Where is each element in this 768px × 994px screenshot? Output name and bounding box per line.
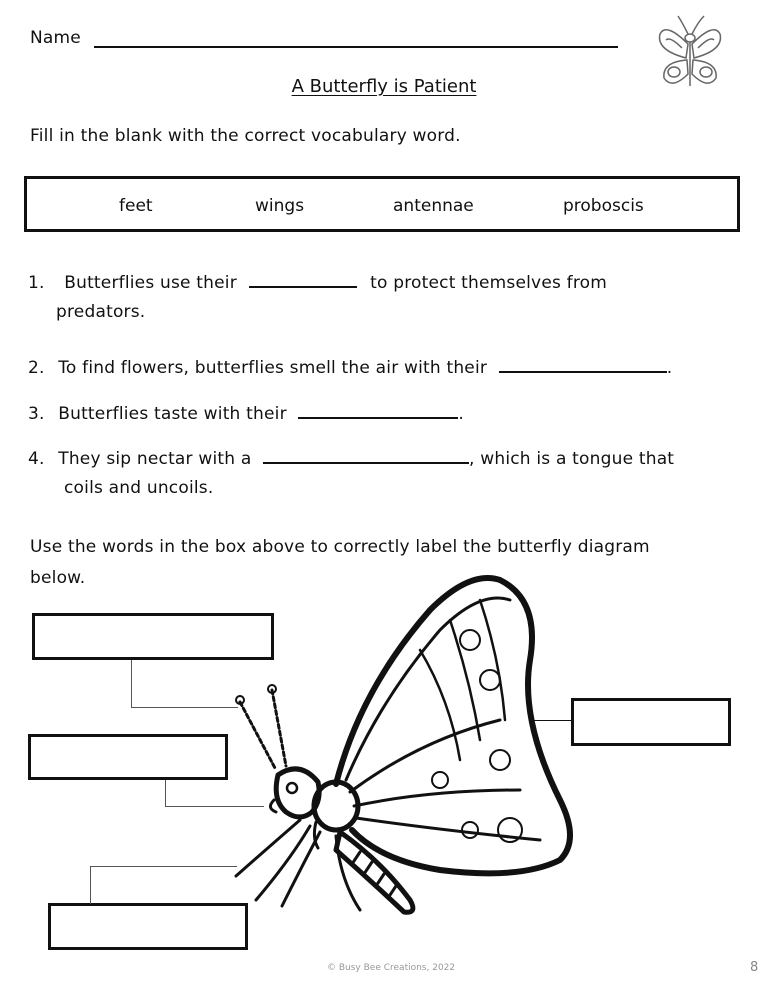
answer-blank[interactable] [499,357,667,373]
diagram-instructions: Use the words in the box above to correctly label the butterfly diagram [30,537,650,557]
name-label: Name [30,28,81,48]
word-bank-item: antennae [393,196,474,216]
question-punct: . [666,358,673,378]
question-4-continued: coils and uncoils. [64,478,214,498]
question-punct: . [458,404,464,424]
question-text: Butterflies taste with their [58,404,287,424]
page-number: 8 [750,960,759,975]
fill-in-instructions: Fill in the blank with the correct vocabulary word. [30,126,461,146]
question-text: Butterflies use their [64,273,237,293]
connector-line [532,720,571,721]
question-text: They sip nectar with a [58,449,252,469]
question-1-continued: predators. [56,302,146,322]
copyright-footer: © Busy Bee Creations, 2022 [327,963,456,973]
connector-line [131,660,238,708]
question-text: , which is a tongue that [469,449,675,469]
word-bank-item: feet [119,196,153,216]
question-number: 3. [28,404,45,424]
question-2 [28,357,672,378]
question-number: 4. [28,449,45,469]
connector-line [90,866,237,904]
diagram-instructions-cont: below. [30,568,86,588]
question-3 [28,403,464,424]
word-bank-item: proboscis [563,196,644,216]
label-box-wings[interactable] [571,698,731,746]
label-box-antennae[interactable] [32,613,274,660]
answer-blank[interactable] [263,448,469,464]
question-text: to protect themselves from [370,273,607,293]
question-number: 1. [28,273,45,293]
answer-blank[interactable] [249,272,357,288]
name-input-line[interactable] [94,46,618,48]
connector-line [165,780,264,807]
question-4 [28,448,674,469]
word-bank-item: wings [255,196,305,216]
label-box-proboscis[interactable] [28,734,228,780]
word-bank [24,176,740,232]
label-box-feet[interactable] [48,903,248,950]
question-1 [28,272,607,293]
question-text: To find flowers, butterflies smell the air with their [58,358,488,378]
answer-blank[interactable] [298,403,458,419]
worksheet-title: A Butterfly is Patient [291,76,477,97]
question-number: 2. [28,358,45,378]
